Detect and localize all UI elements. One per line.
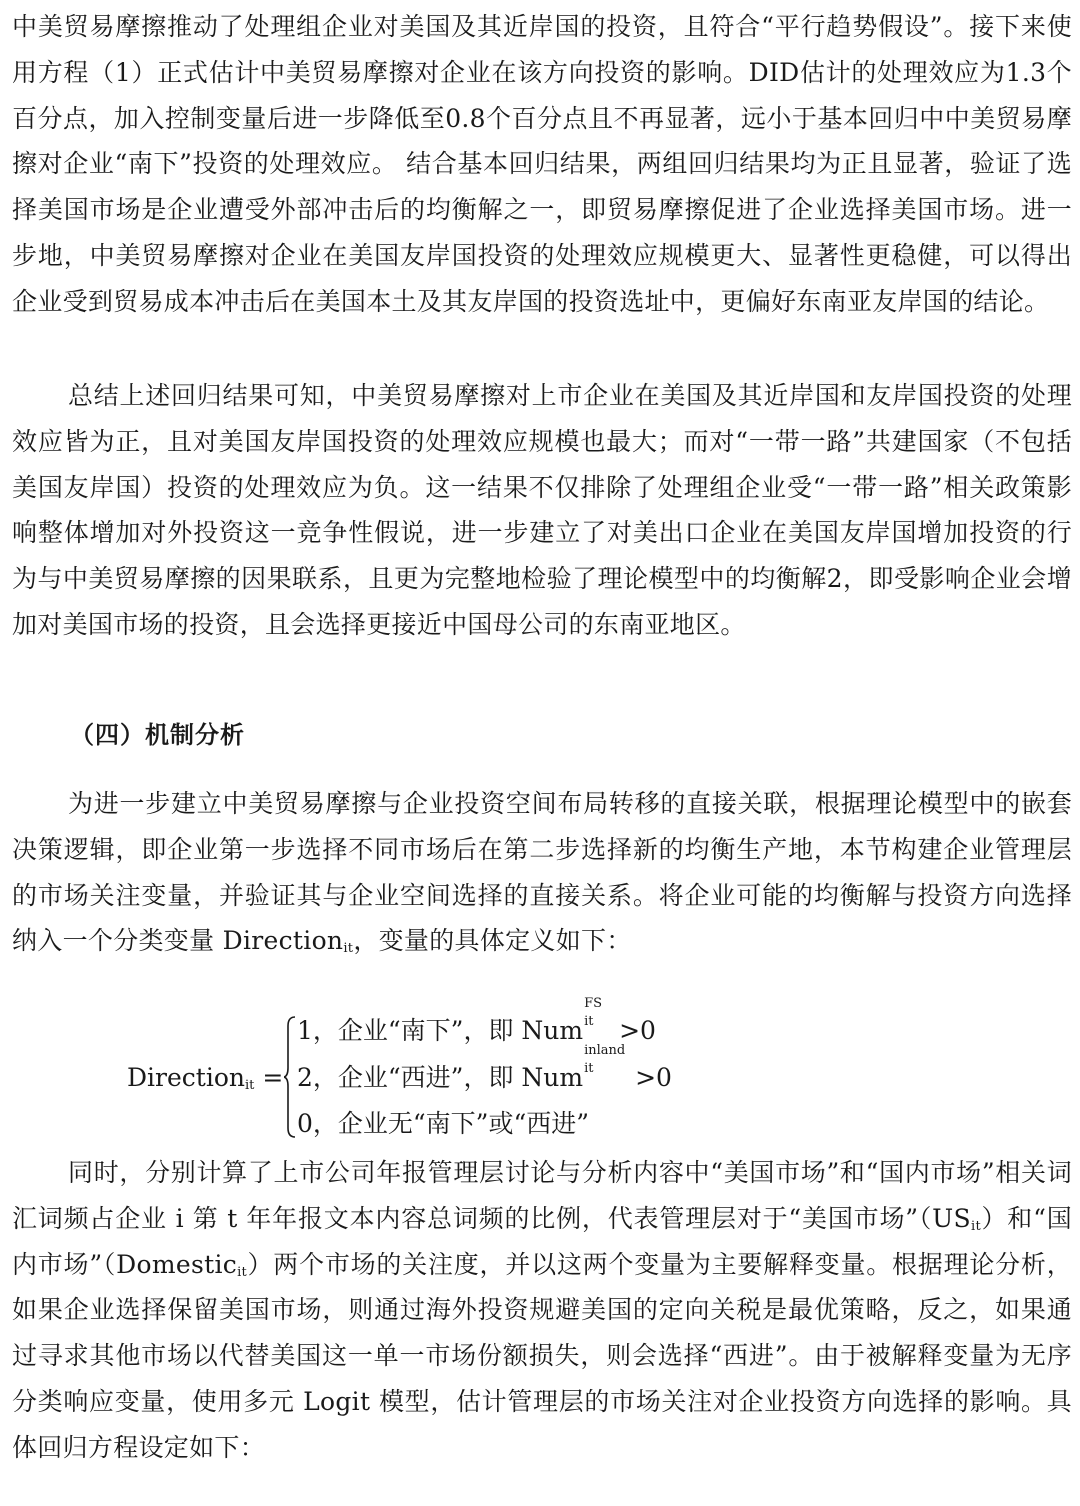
paragraph-4-part-a: 同时，分别计算了上市公司年报管理层讨论与分析内容中“美国市场”和“国内市场”相关词汇词频占企业 i 第 t 年年报文本内容总词频的比例，代表管理层对于“美国市场”（US (12, 1158, 1072, 1233)
paragraph-1: 中美贸易摩擦推动了处理组企业对美国及其近岸国的投资，且符合“平行趋势假设”。接下来使用方程（1）正式估计中美贸易摩擦对企业在该方向投资的影响。DID估计的处理效应为1.3个百分点，加入控制变量后进一步降低至0.8个百分点且不再显著，远小于基本回归中中美贸易摩擦对企业“南下”投资的处理效应。 结合基本回归结果，两组回归结果均为正且显著，验证了选择美国市场是企业遭受外部冲击后的均衡解之一，即贸易摩擦促进了企业选择美国市场。进一步地，中美贸易摩擦对企业在美国友岸国投资的处理效应规模更大、显著性更稳健，可以得出企业受到贸易成本冲击后在美国本土及其友岸国的投资选址中，更偏好东南亚友岸国的结论。 (12, 12, 1072, 316)
direction-subscript: it (343, 941, 354, 957)
formula-lhs-sub: it (244, 1078, 255, 1093)
case-2-text: 2，企业“西进”，即 Num (297, 1063, 584, 1092)
formula-lhs-var: Direction (127, 1063, 245, 1092)
formula-case-3: 0，企业无“南下”或“西进” (297, 1109, 590, 1138)
paragraph-3-tail: ，变量的具体定义如下： (353, 926, 632, 956)
case-2-subscript: it (584, 1061, 594, 1076)
paragraph-4-part-b: ）和“国内市场”（Domestic (12, 1203, 1072, 1279)
us-subscript: it (970, 1218, 981, 1234)
case-2-condition: >0 (635, 1063, 672, 1092)
case-2-scripts (583, 1043, 635, 1086)
formula-equals: = (262, 1063, 284, 1092)
paragraph-3-text: 为进一步建立中美贸易摩擦与企业投资空间布局转移的直接关联，根据理论模型中的嵌套决策逻辑，即企业第一步选择不同市场后在第二步选择新的均衡生产地，本节构建企业管理层的市场关注变量，并验证其与企业空间选择的直接关系。将企业可能的均衡解与投资方向选择纳入一个分类变量 Direction (12, 789, 1072, 956)
paragraph-4 (12, 1150, 1072, 1471)
formula-lhs (127, 1062, 283, 1094)
formula-case-2 (297, 1043, 672, 1094)
case-1-scripts (583, 996, 619, 1039)
case-1-subscript: it (584, 1014, 594, 1029)
case-1-condition: >0 (619, 1016, 656, 1045)
case-2-superscript: inland (584, 1043, 626, 1058)
paragraph-3 (12, 781, 1072, 964)
direction-formula (12, 996, 1072, 1142)
paragraph-2: 总结上述回归结果可知，中美贸易摩擦对上市企业在美国及其近岸国和友岸国投资的处理效应皆为正，且对美国友岸国投资的处理效应规模也最大；而对“一带一路”共建国家（不包括美国友岸国）投资的处理效应为负。这一结果不仅排除了处理组企业受“一带一路”相关政策影响整体增加对外投资这一竞争性假说，进一步建立了对美出口企业在美国友岸国增加投资的行为与中美贸易摩擦的因果联系，且更为完整地检验了理论模型中的均衡解2，即受影响企业会增加对美国市场的投资，且会选择更接近中国母公司的东南亚地区。 (12, 381, 1072, 639)
paragraph-4-part-c: ）两个市场的关注度，并以这两个变量为主要解释变量。根据理论分析，如果企业选择保留美国市场，则通过海外投资规避美国的定向关税是最优策略，反之，如果通过寻求其他市场以代替美国这一单一市场份额损失，则会选择“西进”。由于被解释变量为无序分类响应变量，使用多元 Logit 模型，估计管理层的市场关注对企业投资方向选择的影响。具体回归方程设定如下： (12, 1249, 1073, 1462)
case-1-superscript: FS (584, 996, 603, 1011)
left-brace (284, 1016, 296, 1138)
section-heading: （四）机制分析 (70, 721, 245, 749)
domestic-subscript: it (237, 1264, 248, 1280)
case-1-text: 1，企业“南下”，即 Num (297, 1016, 584, 1045)
